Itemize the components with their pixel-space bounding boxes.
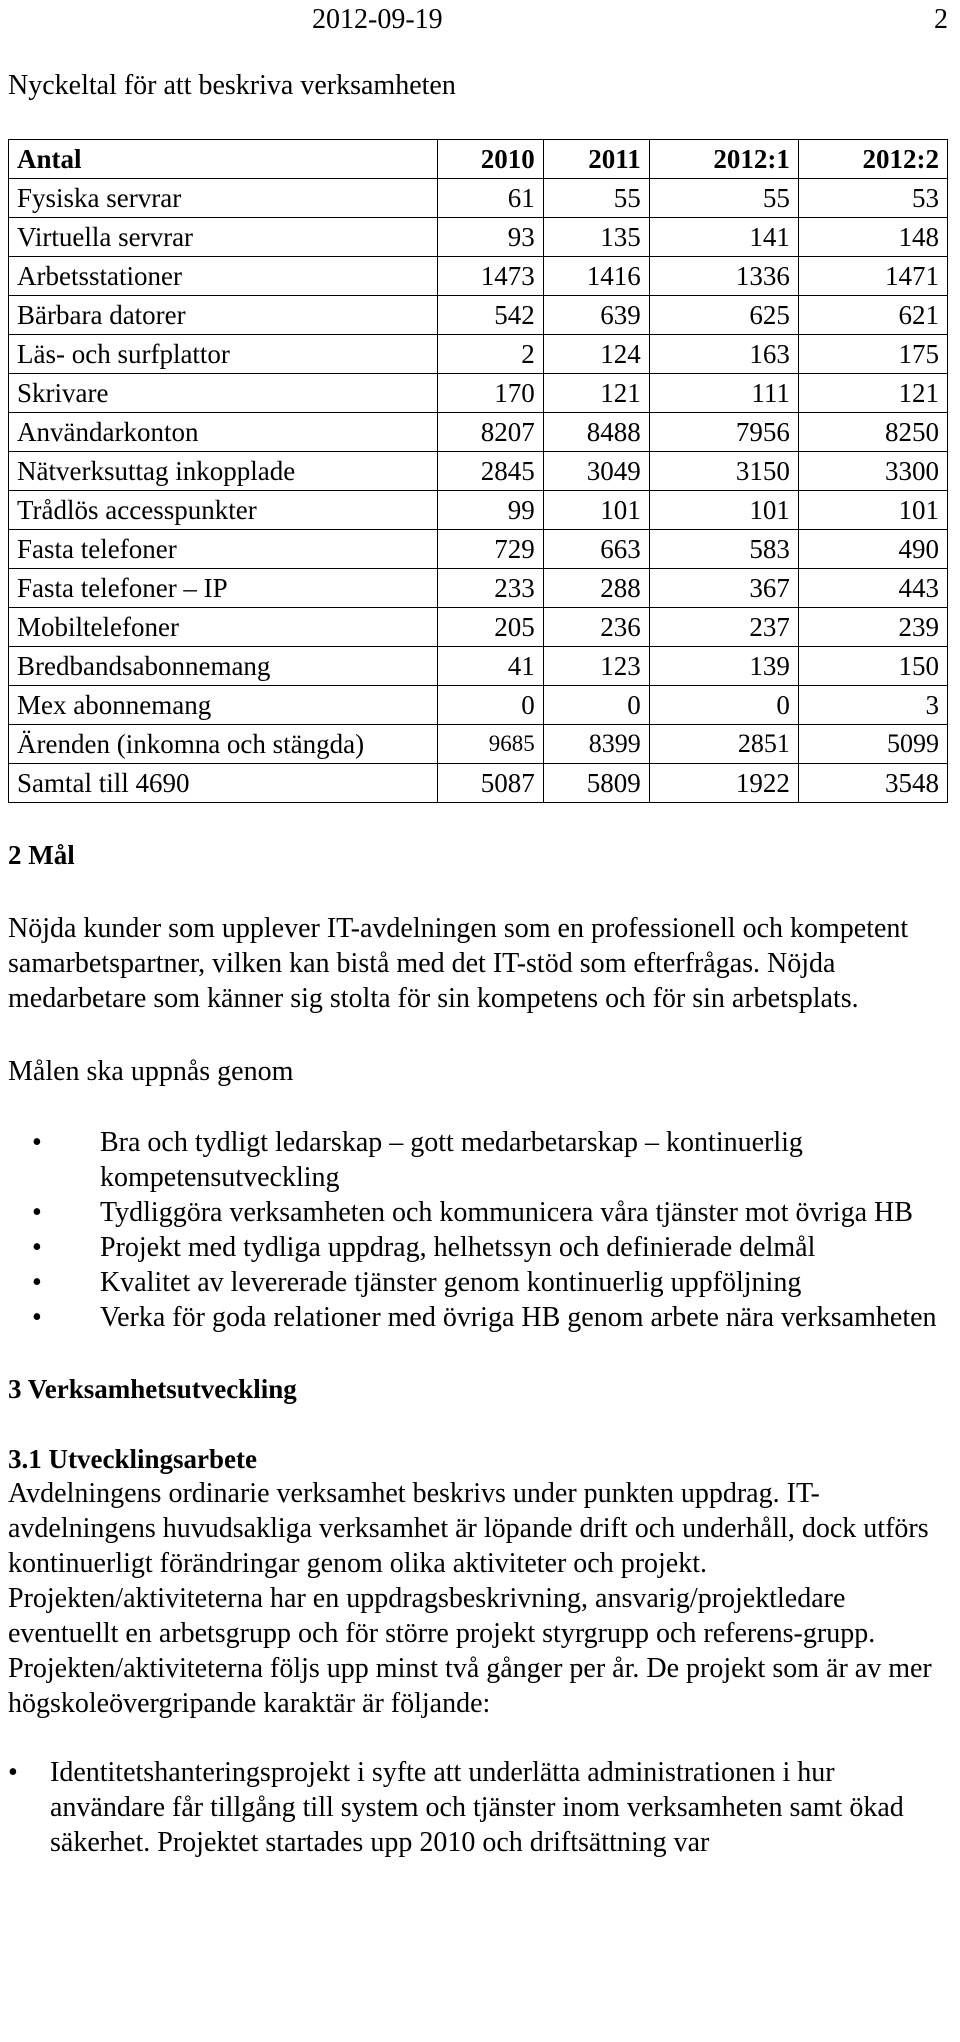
column-header: 2012:1 xyxy=(649,140,798,179)
table-row xyxy=(9,647,948,686)
value-cell: 621 xyxy=(798,296,947,335)
value-cell: 2851 xyxy=(649,725,798,764)
value-cell: 1922 xyxy=(649,764,798,803)
value-cell: 3548 xyxy=(798,764,947,803)
row-label-cell: Användarkonton xyxy=(9,413,438,452)
value-cell: 625 xyxy=(649,296,798,335)
value-cell: 150 xyxy=(798,647,947,686)
table-row xyxy=(9,686,948,725)
value-cell: 5099 xyxy=(798,725,947,764)
value-cell: 288 xyxy=(543,569,649,608)
table-row xyxy=(9,608,948,647)
value-cell: 135 xyxy=(543,218,649,257)
row-label-cell: Virtuella servrar xyxy=(9,218,438,257)
value-cell: 141 xyxy=(649,218,798,257)
value-cell: 583 xyxy=(649,530,798,569)
value-cell: 9685 xyxy=(437,725,543,764)
table-row xyxy=(9,491,948,530)
value-cell: 99 xyxy=(437,491,543,530)
value-cell: 175 xyxy=(798,335,947,374)
table-row xyxy=(9,452,948,491)
kpi-table xyxy=(8,139,948,803)
row-label-cell: Samtal till 4690 xyxy=(9,764,438,803)
value-cell: 639 xyxy=(543,296,649,335)
value-cell: 490 xyxy=(798,530,947,569)
row-label-cell: Läs- och surfplattor xyxy=(9,335,438,374)
row-label-cell: Skrivare xyxy=(9,374,438,413)
table-row xyxy=(9,218,948,257)
value-cell: 239 xyxy=(798,608,947,647)
table-row xyxy=(9,530,948,569)
row-label-cell: Arbetsstationer xyxy=(9,257,438,296)
row-label-cell: Fasta telefoner – IP xyxy=(9,569,438,608)
table-row xyxy=(9,296,948,335)
value-cell: 1416 xyxy=(543,257,649,296)
value-cell: 101 xyxy=(798,491,947,530)
value-cell: 8488 xyxy=(543,413,649,452)
value-cell: 101 xyxy=(543,491,649,530)
value-cell: 148 xyxy=(798,218,947,257)
row-label-cell: Bärbara datorer xyxy=(9,296,438,335)
value-cell: 123 xyxy=(543,647,649,686)
value-cell: 236 xyxy=(543,608,649,647)
list-item: • Identitetshanteringsprojekt i syfte att underlätta administrationen i hur användare får tillgång till system och tjänster inom verksamheten samt ökad säkerhet. Projektet startades upp 2010 och driftsättning var xyxy=(50,1755,952,1860)
value-cell: 93 xyxy=(437,218,543,257)
value-cell: 1336 xyxy=(649,257,798,296)
value-cell: 101 xyxy=(649,491,798,530)
row-label-cell: Fysiska servrar xyxy=(9,179,438,218)
table-row xyxy=(9,257,948,296)
table-row xyxy=(9,374,948,413)
value-cell: 121 xyxy=(798,374,947,413)
value-cell: 139 xyxy=(649,647,798,686)
list-item: • Bra och tydligt ledarskap – gott medarbetarskap – kontinuerlig kompetensutveckling xyxy=(100,1125,952,1195)
value-cell: 8250 xyxy=(798,413,947,452)
value-cell: 5809 xyxy=(543,764,649,803)
value-cell: 53 xyxy=(798,179,947,218)
value-cell: 3049 xyxy=(543,452,649,491)
table-row xyxy=(9,413,948,452)
value-cell: 663 xyxy=(543,530,649,569)
table-header-row xyxy=(9,140,948,179)
body-paragraph: Nöjda kunder som upplever IT-avdelningen som en professionell och kompetent samarbetspartner, vilken kan bistå med det IT-stöd som efterfrågas. Nöjda medarbetare som känner sig stolta för sin kompetens och för sin arbetsplats. xyxy=(8,912,909,1014)
row-label-cell: Nätverksuttag inkopplade xyxy=(9,452,438,491)
value-cell: 233 xyxy=(437,569,543,608)
value-cell: 367 xyxy=(649,569,798,608)
row-label-cell: Fasta telefoner xyxy=(9,530,438,569)
value-cell: 163 xyxy=(649,335,798,374)
value-cell: 3150 xyxy=(649,452,798,491)
value-cell: 2 xyxy=(437,335,543,374)
value-cell: 7956 xyxy=(649,413,798,452)
list-item: • Tydliggöra verksamheten och kommunicera våra tjänster mot övriga HB xyxy=(100,1195,952,1230)
value-cell: 729 xyxy=(437,530,543,569)
value-cell: 124 xyxy=(543,335,649,374)
value-cell: 3300 xyxy=(798,452,947,491)
column-header: 2011 xyxy=(543,140,649,179)
list-item: • Projekt med tydliga uppdrag, helhetssyn och definierade delmål xyxy=(100,1230,952,1265)
value-cell: 55 xyxy=(649,179,798,218)
table-row xyxy=(9,764,948,803)
value-cell: 8399 xyxy=(543,725,649,764)
value-cell: 111 xyxy=(649,374,798,413)
value-cell: 0 xyxy=(649,686,798,725)
value-cell: 41 xyxy=(437,647,543,686)
value-cell: 1471 xyxy=(798,257,947,296)
page-header xyxy=(8,0,952,40)
value-cell: 0 xyxy=(543,686,649,725)
page-number: 2 xyxy=(934,4,948,35)
body-lead: Målen ska uppnås genom xyxy=(8,1055,294,1087)
row-label-cell: Mobiltelefoner xyxy=(9,608,438,647)
project-bullet-list xyxy=(8,1755,952,1860)
value-cell: 443 xyxy=(798,569,947,608)
value-cell: 61 xyxy=(437,179,543,218)
value-cell: 8207 xyxy=(437,413,543,452)
value-cell: 2845 xyxy=(437,452,543,491)
table-row xyxy=(9,569,948,608)
goal-bullet-list xyxy=(8,1125,952,1335)
table-row xyxy=(9,179,948,218)
list-item: • Kvalitet av levererade tjänster genom kontinuerlig uppföljning xyxy=(100,1265,952,1300)
header-date: 2012-09-19 xyxy=(312,4,443,35)
value-cell: 205 xyxy=(437,608,543,647)
value-cell: 121 xyxy=(543,374,649,413)
section-heading: 2 Mål xyxy=(8,840,75,870)
document-page xyxy=(8,0,952,1860)
column-header: 2012:2 xyxy=(798,140,947,179)
value-cell: 170 xyxy=(437,374,543,413)
row-label-cell: Mex abonnemang xyxy=(9,686,438,725)
value-cell: 55 xyxy=(543,179,649,218)
value-cell: 542 xyxy=(437,296,543,335)
section-heading: 3 Verksamhetsutveckling xyxy=(8,1373,297,1404)
row-label-cell: Trådlös accesspunkter xyxy=(9,491,438,530)
column-header: Antal xyxy=(9,140,438,179)
value-cell: 1473 xyxy=(437,257,543,296)
value-cell: 0 xyxy=(437,686,543,725)
subsection-heading: 3.1 Utvecklingsarbete xyxy=(8,1443,257,1474)
body-paragraph: Avdelningens ordinarie verksamhet beskrivs under punkten uppdrag. IT-avdelningens huvudsakliga verksamhet är löpande drift och underhåll, dock utförs kontinuerligt förändringar genom olika aktiviteter och projekt. Projekten/aktiviteterna har en uppdragsbeskrivning, ansvarig/projektledare eventuellt en arbetsgrupp och för större projekt styrgrupp och referens-grupp. Projekten/aktiviteterna följs upp minst två gånger per år. De projekt som är av mer högskoleövergripande karaktär är följande: xyxy=(8,1478,932,1720)
column-header: 2010 xyxy=(437,140,543,179)
value-cell: 3 xyxy=(798,686,947,725)
list-item: • Verka för goda relationer med övriga HB genom arbete nära verksamheten xyxy=(100,1300,952,1335)
table-caption: Nyckeltal för att beskriva verksamheten xyxy=(8,70,456,101)
value-cell: 237 xyxy=(649,608,798,647)
row-label-cell: Ärenden (inkomna och stängda) xyxy=(9,725,438,764)
table-row xyxy=(9,335,948,374)
value-cell: 5087 xyxy=(437,764,543,803)
table-row xyxy=(9,725,948,764)
row-label-cell: Bredbandsabonnemang xyxy=(9,647,438,686)
